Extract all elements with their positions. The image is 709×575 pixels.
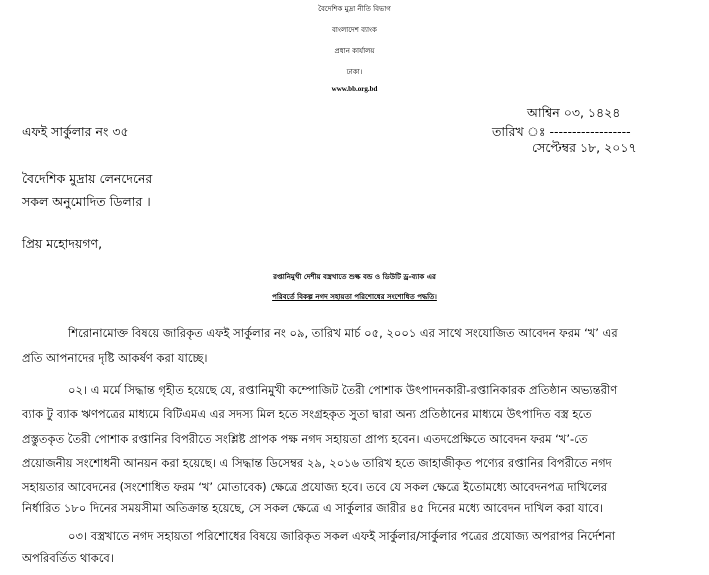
paragraph-2-line-3: প্রস্তুতকৃত তৈরী পোশাক রপ্তানির বিপরীতে সংশ্লিষ্ট প্রাপক পক্ষ নগদ সহায়তা প্রাপ্য হবেন। এতদপ্রেক্ষিতে আবেদন ফরম ‘খ’-তে xyxy=(22,432,588,446)
recipient-line-2: সকল অনুমোদিত ডিলার । xyxy=(22,194,151,209)
subject-line-1: রপ্তানিমুখী দেশীয় বস্ত্রখাতে শুল্ক বন্ড ও ডিউটি ড্র-ব্যাক এর xyxy=(273,273,436,281)
bank-name: বাংলাদেশ ব্যাংক xyxy=(332,26,377,34)
paragraph-2-line-4: প্রয়োজনীয় সংশোধনী আনয়ন করা হয়েছে। এ সিদ্ধান্ত ডিসেম্বর ২৯, ২০১৬ তারিখ হতে জাহাজীকৃত পণ্যের রপ্তানির বিপরীতে নগদ xyxy=(22,456,612,470)
paragraph-2-line-1: ০২। এ মর্মে সিদ্ধান্ত গৃহীত হয়েছে যে, রপ্তানিমুখী কম্পোজিট তৈরী পোশাক উৎপাদনকারী-রপ্তানিকারক প্রতিষ্ঠান অভ্যন্তরীণ xyxy=(68,383,618,397)
english-date: সেপ্টেম্বর ১৮, ২০১৭ xyxy=(532,140,637,155)
website-link[interactable]: www.bb.org.bd xyxy=(331,85,378,93)
date-label: তারিখ ঃ ------------------ xyxy=(492,124,631,139)
paragraph-1-line-1: শিরোনামোক্ত বিষয়ে জারিকৃত এফই সার্কুলার নং ০৯, তারিখ মার্চ ০৫, ২০০১ এর সাথে সংযোজিত আবেদন ফরম ‘খ’ এর xyxy=(68,326,618,340)
paragraph-2-line-2: ব্যাক টু ব্যাক ঋণপত্রের মাধ্যমে বিটিএমএ এর সদস্য মিল হতে সংগ্রহকৃত সুতা দ্বারা অন্য প্রতিষ্ঠানের মাধ্যমে উৎপাদিত বস্ত্র হতে xyxy=(22,407,592,421)
paragraph-3-line-2: অপরিবর্তিত থাকবে। xyxy=(22,551,114,565)
bangla-date: আশ্বিন ০৩, ১৪২৪ xyxy=(527,105,621,120)
recipient-line-1: বৈদেশিক মুদ্রায় লেনদেনের xyxy=(22,171,153,186)
circular-number: এফই সার্কুলার নং ৩৫ xyxy=(22,124,129,139)
office-name: প্রধান কার্যালয় xyxy=(334,47,375,55)
salutation: প্রিয় মহোদয়গণ, xyxy=(22,236,103,251)
subject-line-2: পরিবর্তে বিকল্প নগদ সহায়তা পরিশোধের সংশোধিত পদ্ধতি। xyxy=(272,293,437,301)
paragraph-2-line-6: নির্ধারিত ১৮০ দিনের সময়সীমা অতিক্রান্ত হয়েছে, সে সকল ক্ষেত্রে এ সার্কুলার জারীর ৪৫ দিনের মধ্যে আবেদন দাখিল করা যাবে। xyxy=(22,501,604,515)
paragraph-3-line-1: ০৩। বস্ত্রখাতে নগদ সহায়তা পরিশোধের বিষয়ে জারিকৃত সকল এফই সার্কুলার/সার্কুলার পত্রের প্রযোজ্য অপরাপর নির্দেশনা xyxy=(68,529,616,543)
paragraph-2-line-5: সহায়তার আবেদনের (সংশোধিত ফরম ‘খ’ মোতাবেক) ক্ষেত্রে প্রযোজ্য হবে। তবে যে সকল ক্ষেত্রে ইতোমধ্যে আবেদনপত্র দাখিলের xyxy=(22,480,608,494)
city-name: ঢাকা। xyxy=(346,68,363,76)
paragraph-1-line-2: প্রতি আপনাদের দৃষ্টি আকর্ষণ করা যাচ্ছে। xyxy=(22,351,208,365)
department-name: বৈদেশিক মুদ্রা নীতি বিভাগ xyxy=(318,5,391,13)
